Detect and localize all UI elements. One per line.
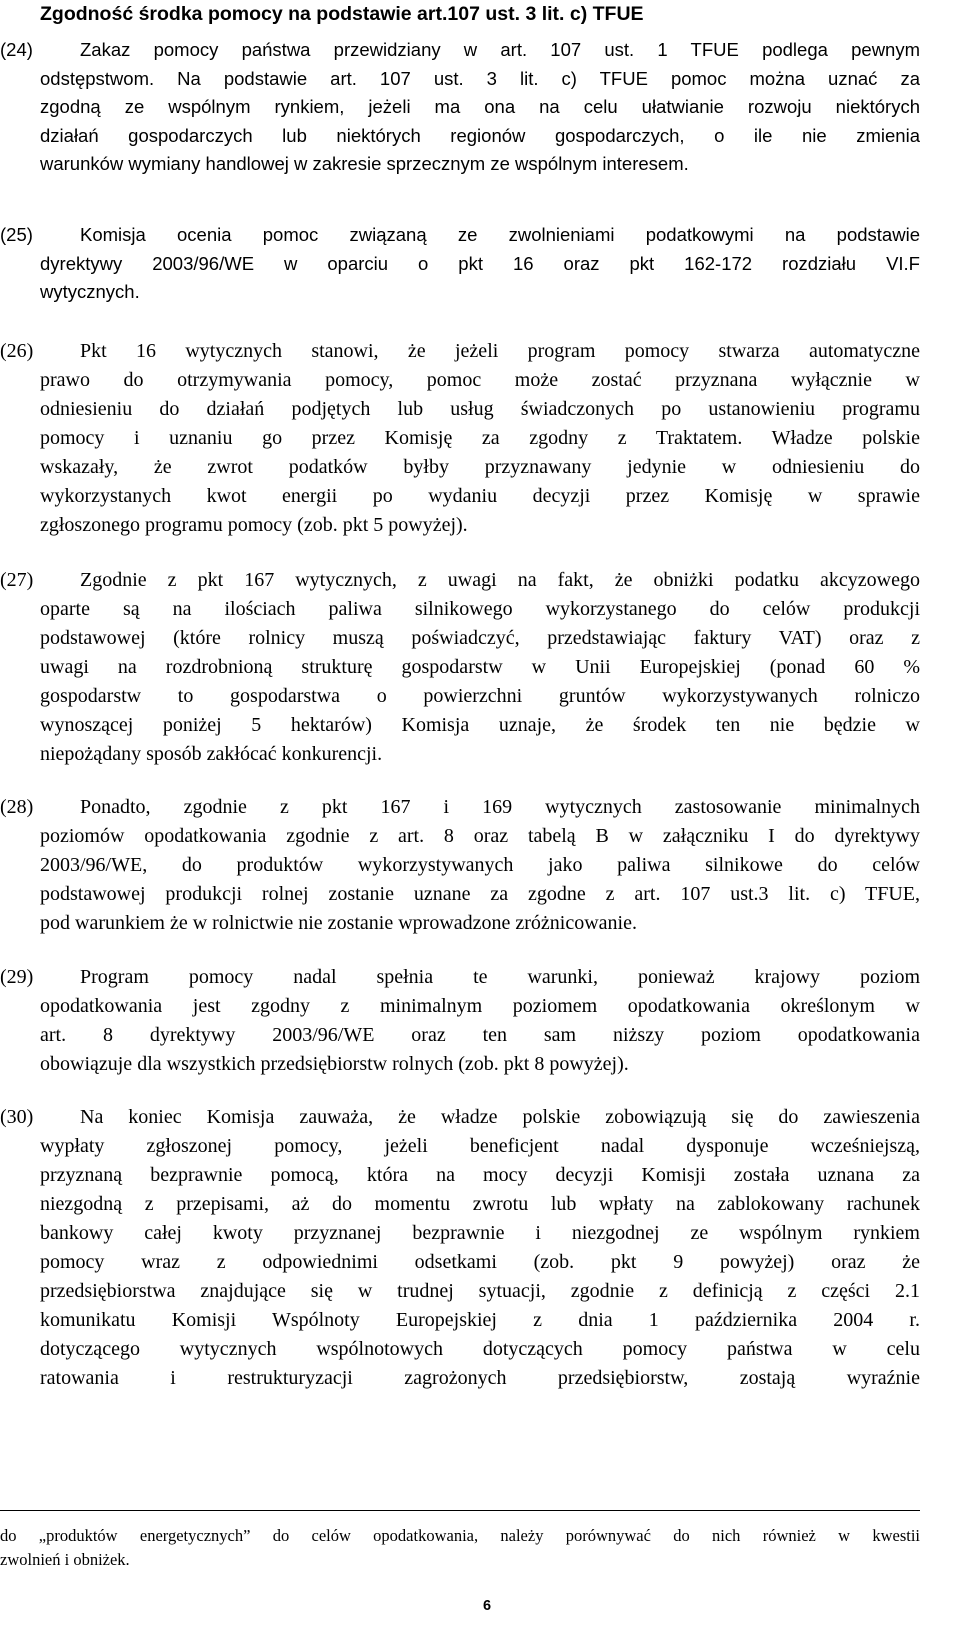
paragraph-26 (0, 337, 920, 540)
paragraph-number: (26) (0, 340, 34, 362)
paragraph-number: (30) (0, 1106, 34, 1128)
paragraph-line: działań gospodarczych lub niektórych regionów gospodarczych, o ile nie zmienia (40, 124, 920, 146)
paragraph-line: wypłaty zgłoszonej pomocy, jeżeli beneficjent nadal dysponuje wcześniejszą, (40, 1135, 920, 1157)
paragraph-line: wytycznych. (40, 281, 140, 302)
paragraph-line: Na koniec Komisja zauważa, że władze polskie zobowiązują się do zawieszenia (80, 1106, 920, 1128)
paragraph-line: gospodarstw to gospodarstwa o powierzchni gruntów wykorzystywanych rolniczo (40, 685, 920, 707)
paragraph-line: oparte są na ilościach paliwa silnikowego wykorzystanego do celów produkcji (40, 598, 920, 620)
paragraph-line: przyznaną bezprawnie pomocą, która na mocy decyzji Komisji została uznana za (40, 1164, 920, 1186)
paragraph-28 (0, 793, 920, 938)
paragraph-line: niezgodną z przepisami, aż do momentu zwrotu lub wpłaty na zablokowany rachunek (40, 1193, 920, 1215)
paragraph-line: podstawowej produkcji rolnej zostanie uznane za zgodne z art. 107 ust.3 lit. c) TFUE, (40, 883, 920, 905)
paragraph-line: zgodną ze wspólnym rynkiem, jeżeli ma ona na celu ułatwianie rozwoju niektórych (40, 96, 920, 117)
paragraph-line: Komisja ocenia pomoc związaną ze zwolnieniami podatkowymi na podstawie (80, 224, 920, 245)
footnote (0, 1524, 920, 1572)
paragraph-29 (0, 963, 920, 1079)
paragraph-number: (29) (0, 966, 34, 988)
section-heading: Zgodność środka pomocy na podstawie art.107 ust. 3 lit. c) TFUE (40, 3, 644, 25)
paragraph-line: prawo do otrzymywania pomocy, pomoc może zostać przyznana wyłącznie w (40, 369, 920, 391)
paragraph-25 (0, 221, 920, 307)
paragraph-line: wskazały, że zwrot podatków byłby przyznawany jedynie w odniesieniu do (40, 456, 920, 478)
paragraph-line: dotyczącego wytycznych wspólnotowych dotyczących pomocy państwa w celu (40, 1338, 920, 1360)
paragraph-line: Program pomocy nadal spełnia te warunki, ponieważ krajowy poziom (80, 966, 920, 988)
paragraph-line: odstępstwom. Na podstawie art. 107 ust. 3 lit. c) TFUE pomoc można uznać za (40, 67, 920, 89)
paragraph-line: niepożądany sposób zakłócać konkurencji. (40, 743, 383, 765)
paragraph-line: pomocy wraz z odpowiednimi odsetkami (zob. pkt 9 powyżej) oraz że (40, 1251, 920, 1273)
paragraph-line: przedsiębiorstwa znajdujące się w trudnej sytuacji, zgodnie z definicją z części 2.1 (40, 1280, 920, 1302)
paragraph-line: komunikatu Komisji Wspólnoty Europejskiej z dnia 1 października 2004 r. (40, 1309, 920, 1331)
paragraph-line: dyrektywy 2003/96/WE w oparciu o pkt 16 oraz pkt 162-172 rozdziału VI.F (40, 252, 920, 274)
paragraph-line: wynoszącej poniżej 5 hektarów) Komisja uznaje, że środek ten nie będzie w (40, 714, 920, 736)
paragraph-line: Pkt 16 wytycznych stanowi, że jeżeli program pomocy stwarza automatyczne (80, 340, 920, 362)
paragraph-line: Zakaz pomocy państwa przewidziany w art. 107 ust. 1 TFUE podlega pewnym (80, 39, 920, 60)
paragraph-line: opodatkowania jest zgodny z minimalnym poziomem opodatkowania określonym w (40, 995, 920, 1017)
paragraph-line: 2003/96/WE, do produktów wykorzystywanych jako paliwa silnikowe do celów (40, 854, 920, 876)
paragraph-line: pomocy i uznaniu go przez Komisję za zgodny z Traktatem. Władze polskie (40, 427, 920, 449)
paragraph-number: (27) (0, 569, 34, 591)
paragraph-27 (0, 566, 920, 769)
paragraph-line: bankowy całej kwoty przyznanej bezprawnie i niezgodnej ze wspólnym rynkiem (40, 1222, 920, 1244)
paragraph-number: (25) (0, 224, 33, 245)
paragraph-line: poziomów opodatkowania zgodnie z art. 8 oraz tabelą B w załączniku I do dyrektywy (40, 825, 920, 847)
paragraph-line: pod warunkiem że w rolnictwie nie zostanie wprowadzone zróżnicowanie. (40, 912, 637, 934)
paragraph-line: Ponadto, zgodnie z pkt 167 i 169 wytycznych zastosowanie minimalnych (80, 796, 920, 818)
paragraph-line: art. 8 dyrektywy 2003/96/WE oraz ten sam niższy poziom opodatkowania (40, 1024, 920, 1046)
paragraph-line: obowiązuje dla wszystkich przedsiębiorstw rolnych (zob. pkt 8 powyżej). (40, 1053, 629, 1075)
paragraph-30 (0, 1103, 920, 1393)
paragraph-line: uwagi na rozdrobnioną strukturę gospodarstw w Unii Europejskiej (ponad 60 % (40, 656, 920, 678)
paragraph-line: Zgodnie z pkt 167 wytycznych, z uwagi na fakt, że obniżki podatku akcyzowego (80, 569, 920, 591)
paragraph-line: wykorzystanych kwot energii po wydaniu decyzji przez Komisję w sprawie (40, 485, 920, 507)
footnote-divider (0, 1510, 920, 1511)
paragraph-line: warunków wymiany handlowej w zakresie sprzecznym ze wspólnym interesem. (40, 153, 689, 174)
paragraph-line: podstawowej (które rolnicy muszą poświadczyć, przedstawiając faktury VAT) oraz z (40, 627, 920, 649)
paragraph-number: (28) (0, 796, 34, 818)
footnote-line: do „produktów energetycznych” do celów opodatkowania, należy porównywać do nich również w kwestii (0, 1526, 920, 1545)
page-number: 6 (483, 1598, 492, 1614)
paragraph-number: (24) (0, 39, 33, 60)
paragraph-line: odniesieniu do działań podjętych lub usług świadczonych po ustanowieniu programu (40, 398, 920, 420)
paragraph-24 (0, 36, 920, 179)
paragraph-line: ratowania i restrukturyzacji zagrożonych przedsiębiorstw, zostają wyraźnie (40, 1367, 920, 1389)
footnote-line: zwolnień i obniżek. (0, 1550, 130, 1569)
paragraph-line: zgłoszonego programu pomocy (zob. pkt 5 powyżej). (40, 514, 468, 536)
